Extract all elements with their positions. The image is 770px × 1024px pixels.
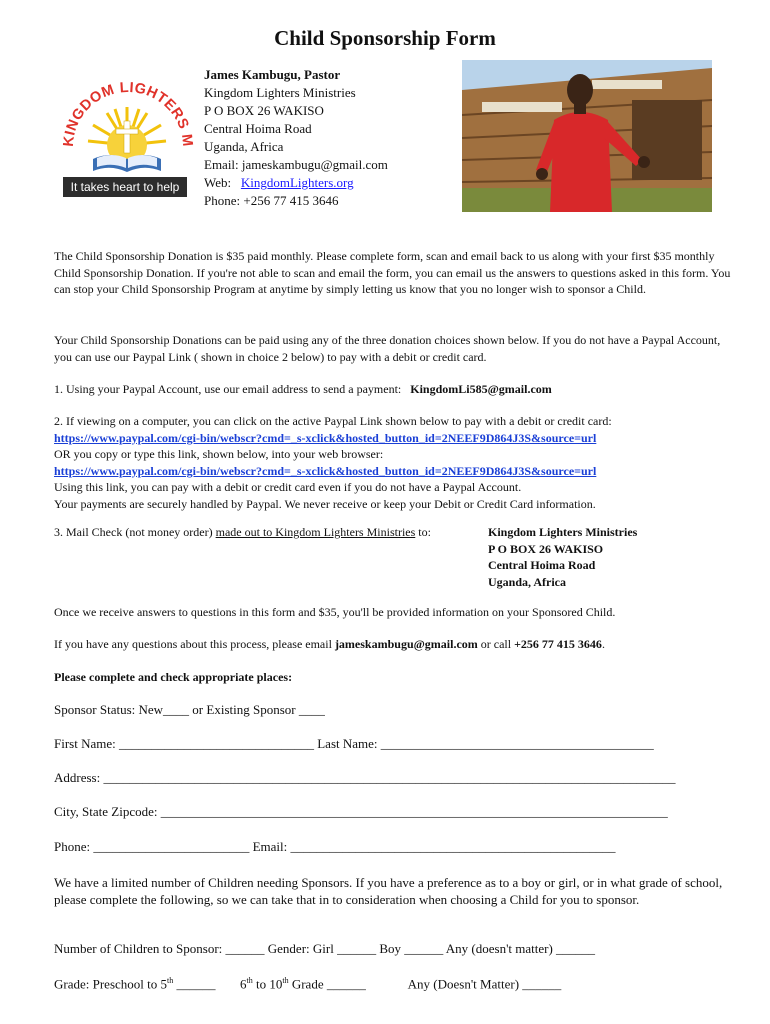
sponsor-status-field[interactable]: Sponsor Status: New____ or Existing Sponsor ____	[54, 702, 325, 717]
mailing-address-line4: Uganda, Africa	[488, 574, 566, 589]
choice-1-text: 1. Using your Paypal Account, use our email address to send a payment:	[54, 382, 402, 396]
payment-intro-paragraph: Your Child Sponsorship Donations can be paid using any of the three donation choices shown below. If you do not have a Paypal Account, you can use our Paypal Link ( shown in choice 2 below) to pay with a debit or credit card.	[54, 333, 721, 364]
choice-2-line4: Your payments are securely handled by Paypal. We never receive or keep your Debit or Credit Card information.	[54, 496, 596, 511]
grade-6-10-blank[interactable]: Grade ______	[288, 976, 366, 992]
contact-name: James Kambugu, Pastor	[204, 67, 341, 82]
phone-email-fields[interactable]: Phone: ________________________ Email: __________________________________________________	[54, 839, 616, 854]
name-fields[interactable]: First Name: ______________________________ Last Name: __________________________________________	[54, 736, 654, 751]
grade-preschool-blank[interactable]: ______	[173, 976, 216, 992]
contact-web-label: Web:	[204, 175, 232, 190]
intro-paragraph: The Child Sponsorship Donation is $35 paid monthly. Please complete form, scan and email back to us along with your first $35 monthly Child Sponsorship Donation. If you're not able to scan and email the form, you can email us the answers to questions asked in this form. You can stop your Child Sponsorship Program at anytime by simply letting us know that you no longer wish to sponsor a Child.	[54, 249, 731, 296]
paypal-link-1[interactable]: https://www.paypal.com/cgi-bin/webscr?cmd=_s-xclick&hosted_button_id=2NEEF9D864J3S&source=url	[54, 430, 597, 445]
grade-any-blank[interactable]: Any (Doesn't Matter) ______	[407, 976, 562, 992]
children-note: We have a limited number of Children needing Sponsors. If you have a preference as to a boy or girl, or in what grade of school, please complete the following, so we can take that in to consideration when choosing a Child for you to sponsor.	[54, 875, 723, 907]
paypal-email: KingdomLi585@gmail.com	[410, 382, 552, 396]
questions-prefix: If you have any questions about this process, please email	[54, 637, 332, 651]
kingdom-lighters-logo	[55, 55, 195, 200]
mailing-address-line3: Central Hoima Road	[488, 558, 596, 572]
instructions-heading: Please complete and check appropriate places:	[54, 670, 293, 684]
choice-2-line2: OR you copy or type this link, shown below, into your web browser:	[54, 447, 384, 461]
choice-1	[54, 381, 734, 398]
children-gender-field[interactable]: Number of Children to Sponsor: ______ Gender: Girl ______ Boy ______ Any (doesn't matter) ______	[54, 941, 596, 956]
contact-phone: Phone: +256 77 415 3646	[204, 193, 339, 208]
grade-6-label: 6	[240, 976, 247, 992]
contact-web	[204, 174, 388, 192]
contact-block	[204, 66, 388, 210]
choice-2	[54, 413, 734, 512]
contact-org: Kingdom Lighters Ministries	[204, 85, 356, 100]
questions-email: jameskambugu@gmail.com	[334, 637, 478, 651]
city-state-zip-field[interactable]: City, State Zipcode: ______________________________________________________________________________	[54, 804, 668, 819]
address-field[interactable]: Address: ________________________________________________________________________________________	[54, 770, 676, 785]
grade-sup-1: th	[167, 976, 174, 985]
choice-2-line3: Using this link, you can pay with a debit or credit card even if you do not have a Paypal Account.	[54, 480, 522, 494]
logo-arc-text: KINGDOM LIGHTERS M	[60, 79, 195, 148]
choice-3-suffix: to:	[418, 525, 431, 539]
mailing-address-line1: Kingdom Lighters Ministries	[488, 525, 638, 539]
questions-text	[54, 636, 734, 653]
mailing-address-line2: P O BOX 26 WAKISO	[488, 541, 604, 556]
choice-3-payee: made out to Kingdom Lighters Ministries	[215, 525, 416, 539]
once-received-text: Once we receive answers to questions in this form and $35, you'll be provided information on your Sponsored Child.	[54, 605, 616, 619]
choice-2-line1: 2. If viewing on a computer, you can click on the active Paypal Link shown below to pay with a debit or credit card:	[54, 414, 612, 428]
questions-middle: or call	[480, 637, 512, 651]
contact-box: P O BOX 26 WAKISO	[204, 103, 324, 118]
pastor-photo	[462, 60, 712, 212]
grade-sup-2: th	[246, 976, 253, 985]
mailing-address	[488, 524, 637, 590]
grade-preschool-label: Grade: Preschool to 5	[54, 976, 168, 992]
grade-field[interactable]	[54, 976, 561, 992]
website-link[interactable]: KingdomLighters.org	[240, 175, 354, 190]
questions-end: .	[601, 637, 605, 651]
contact-road: Central Hoima Road	[204, 121, 312, 136]
contact-country: Uganda, Africa	[204, 139, 284, 154]
paypal-link-2[interactable]: https://www.paypal.com/cgi-bin/webscr?cmd=_s-xclick&hosted_button_id=2NEEF9D864J3S&source=url	[54, 463, 597, 478]
form-title: Child Sponsorship Form	[274, 26, 496, 50]
logo-tagline: It takes heart to help	[70, 180, 180, 194]
grade-to-10: to 10	[252, 976, 283, 992]
questions-phone: +256 77 415 3646	[514, 637, 602, 651]
choice-3-prefix: 3. Mail Check (not money order)	[54, 525, 213, 539]
contact-email: Email: jameskambugu@gmail.com	[204, 157, 388, 172]
grade-sup-3: th	[282, 976, 289, 985]
